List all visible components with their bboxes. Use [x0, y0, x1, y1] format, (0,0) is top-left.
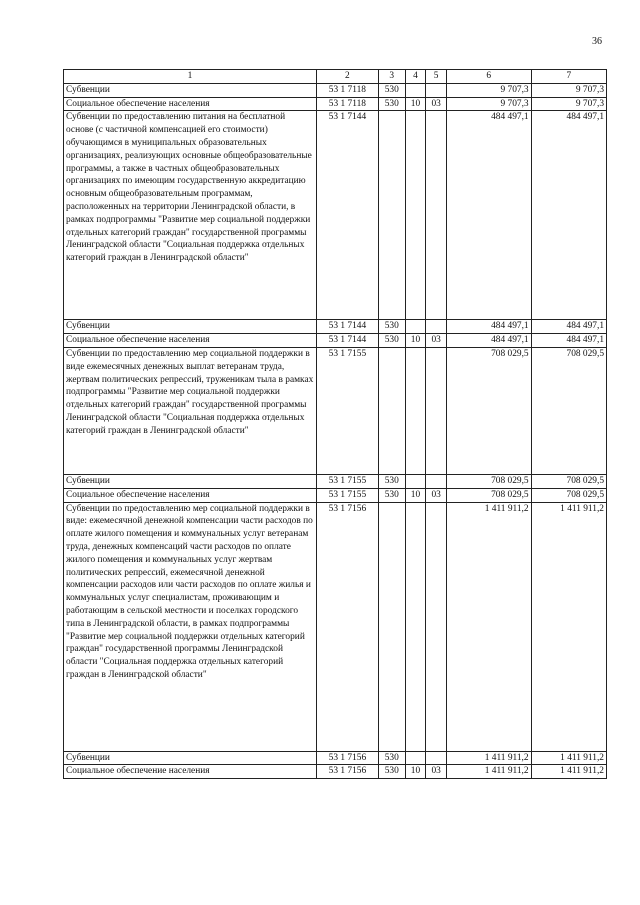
row-sub — [378, 347, 405, 474]
row-subsection: 03 — [426, 97, 447, 111]
row-value-year2: 708 029,5 — [531, 347, 606, 474]
row-sub: 530 — [378, 488, 405, 502]
row-section: 10 — [405, 765, 426, 779]
row-subsection: 03 — [426, 765, 447, 779]
row-sub: 530 — [378, 334, 405, 348]
row-name: Субвенции по предоставлению питания на бесплатной основе (с частичной компенсацией его стоимости) обучающимся в муниципальных образовательных организациях, реализующих основные общеобразовательные программы, а также в частных общеобразовательных организациях по имеющим государственную аккредитацию основным общеобразовательным программам, расположенных на территории Ленинградской области, в рамках подпрограммы "Развитие мер социальной поддержки отдельных категорий граждан" государственной программы Ленинградской области "Социальная поддержка отдельных категорий граждан в Ленинградской области" — [64, 111, 317, 320]
header-cell: 1 — [64, 70, 317, 84]
row-code: 53 1 7118 — [316, 97, 378, 111]
row-section — [405, 320, 426, 334]
row-name: Социальное обеспечение населения — [64, 97, 317, 111]
row-value-year2: 9 707,3 — [531, 83, 606, 97]
row-value-year1: 708 029,5 — [446, 347, 531, 474]
row-code: 53 1 7155 — [316, 488, 378, 502]
row-name: Субвенции — [64, 320, 317, 334]
row-value-year1: 9 707,3 — [446, 83, 531, 97]
row-code: 53 1 7155 — [316, 347, 378, 474]
header-cell: 6 — [446, 70, 531, 84]
header-cell: 5 — [426, 70, 447, 84]
table-row — [64, 334, 607, 348]
row-value-year1: 1 411 911,2 — [446, 765, 531, 779]
row-value-year1: 708 029,5 — [446, 488, 531, 502]
row-sub: 530 — [378, 751, 405, 765]
row-sub: 530 — [378, 320, 405, 334]
header-cell: 2 — [316, 70, 378, 84]
budget-table — [63, 69, 607, 779]
row-subsection — [426, 751, 447, 765]
row-sub — [378, 111, 405, 320]
row-subsection — [426, 111, 447, 320]
row-name: Субвенции по предоставлению мер социальной поддержки в виде: ежемесячной денежной компенсации части расходов по оплате жилого помещения и коммунальных услуг ветеранам труда, денежных компенсаций части расходов по оплате жилого помещения и коммунальных услуг жертвам политических репрессий, ежемесячной денежной компенсации расходов или части расходов по оплате жилья и коммунальных услуг специалистам, проживающим и работающим в сельской местности и поселках городского типа в Ленинградской области, в рамках подпрограммы "Развитие мер социальной поддержки отдельных категорий граждан" государственной программы Ленинградской области "Социальная поддержка отдельных категорий граждан в Ленинградской области" — [64, 502, 317, 751]
table-header-row — [64, 70, 607, 84]
row-code: 53 1 7156 — [316, 502, 378, 751]
row-code: 53 1 7144 — [316, 334, 378, 348]
row-subsection: 03 — [426, 334, 447, 348]
row-value-year2: 484 497,1 — [531, 320, 606, 334]
row-name: Субвенции — [64, 751, 317, 765]
table-row — [64, 111, 607, 320]
table-row — [64, 488, 607, 502]
row-name: Социальное обеспечение населения — [64, 488, 317, 502]
row-subsection — [426, 474, 447, 488]
row-value-year2: 1 411 911,2 — [531, 765, 606, 779]
row-value-year2: 1 411 911,2 — [531, 502, 606, 751]
row-code: 53 1 7155 — [316, 474, 378, 488]
row-subsection: 03 — [426, 488, 447, 502]
row-value-year2: 1 411 911,2 — [531, 751, 606, 765]
table-row — [64, 474, 607, 488]
row-value-year2: 484 497,1 — [531, 334, 606, 348]
row-section: 10 — [405, 334, 426, 348]
row-section — [405, 474, 426, 488]
row-value-year2: 9 707,3 — [531, 97, 606, 111]
row-value-year2: 484 497,1 — [531, 111, 606, 320]
row-value-year1: 484 497,1 — [446, 334, 531, 348]
row-code: 53 1 7156 — [316, 751, 378, 765]
row-code: 53 1 7118 — [316, 83, 378, 97]
table-row — [64, 347, 607, 474]
row-sub — [378, 502, 405, 751]
table-row — [64, 765, 607, 779]
row-section — [405, 347, 426, 474]
row-section — [405, 502, 426, 751]
table-row — [64, 502, 607, 751]
row-subsection — [426, 83, 447, 97]
row-value-year2: 708 029,5 — [531, 488, 606, 502]
row-subsection — [426, 320, 447, 334]
row-value-year1: 484 497,1 — [446, 111, 531, 320]
row-section — [405, 83, 426, 97]
row-section — [405, 751, 426, 765]
row-subsection — [426, 347, 447, 474]
row-section — [405, 111, 426, 320]
table-row — [64, 320, 607, 334]
row-name: Субвенции — [64, 474, 317, 488]
row-sub: 530 — [378, 765, 405, 779]
page-number: 36 — [592, 36, 602, 47]
row-code: 53 1 7144 — [316, 320, 378, 334]
row-subsection — [426, 502, 447, 751]
row-code: 53 1 7156 — [316, 765, 378, 779]
table-row — [64, 83, 607, 97]
row-name: Социальное обеспечение населения — [64, 765, 317, 779]
row-sub: 530 — [378, 83, 405, 97]
row-value-year1: 1 411 911,2 — [446, 751, 531, 765]
table-row — [64, 751, 607, 765]
header-cell: 7 — [531, 70, 606, 84]
row-name: Субвенции по предоставлению мер социальной поддержки в виде ежемесячных денежных выплат ветеранам труда, жертвам политических репрессий, труженикам тыла в рамках подпрограммы "Развитие мер социальной поддержки отдельных категорий граждан" государственной программы Ленинградской области "Социальная поддержка отдельных категорий граждан в Ленинградской области" — [64, 347, 317, 474]
row-name: Субвенции — [64, 83, 317, 97]
header-cell: 3 — [378, 70, 405, 84]
row-section: 10 — [405, 97, 426, 111]
row-sub: 530 — [378, 474, 405, 488]
row-value-year1: 484 497,1 — [446, 320, 531, 334]
row-name: Социальное обеспечение населения — [64, 334, 317, 348]
row-section: 10 — [405, 488, 426, 502]
header-cell: 4 — [405, 70, 426, 84]
row-code: 53 1 7144 — [316, 111, 378, 320]
row-value-year1: 1 411 911,2 — [446, 502, 531, 751]
row-value-year2: 708 029,5 — [531, 474, 606, 488]
row-sub: 530 — [378, 97, 405, 111]
row-value-year1: 9 707,3 — [446, 97, 531, 111]
row-value-year1: 708 029,5 — [446, 474, 531, 488]
table-row — [64, 97, 607, 111]
